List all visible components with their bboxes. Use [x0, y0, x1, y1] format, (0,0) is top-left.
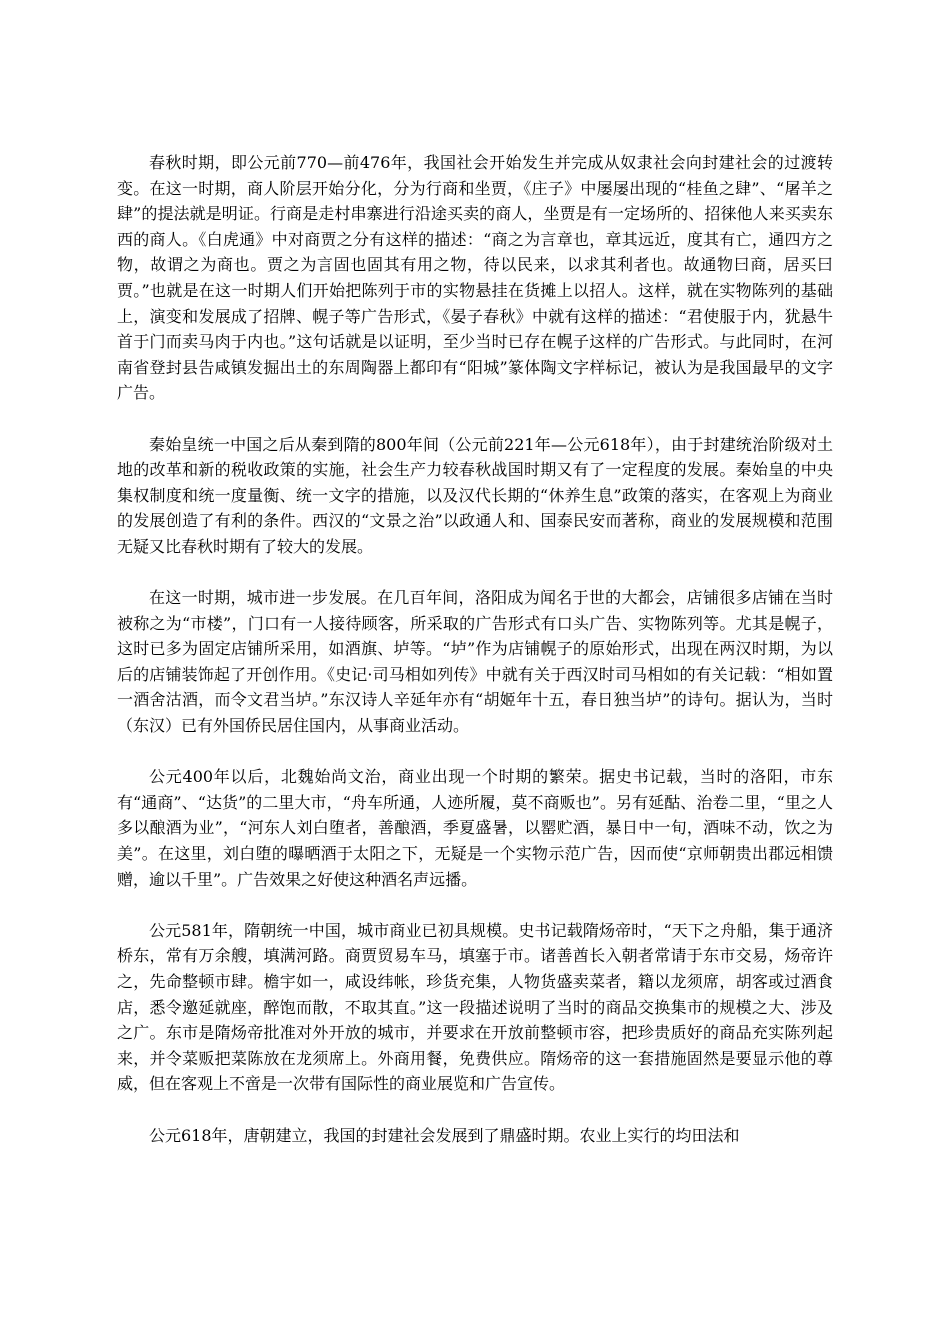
- paragraph-tang-dynasty: 公元618年，唐朝建立，我国的封建社会发展到了鼎盛时期。农业上实行的均田法和: [149, 1125, 740, 1145]
- document-body: [117, 150, 833, 1174]
- paragraph-sui-dynasty: 公元581年，隋朝统一中国，城市商业已初具规模。史书记载隋炀帝时，“天下之舟船，集于通济桥东，常有万余艘，填满河路。商贾贸易车马，填塞于市。诸善酋长入朝者常请于东市交易，炀帝许之，先命整顿市肆。檐宇如一，咸设纬帐，珍货充集，人物货盛卖菜者，籍以龙须席，胡客或过酒食店，悉令邀延就座，醉饱而散，不取其直。”这一段描述说明了当时的商品交换集市的规模之大、涉及之广。东市是隋炀帝批准对外开放的城市，并要求在开放前整顿市容，把珍贵质好的商品充实陈列起来，并令菜贩把菜陈放在龙须席上。外商用餐，免费供应。隋炀帝的这一套措施固然是要显示他的尊威，但在客观上不啻是一次带有国际性的商业展览和广告宣传。: [117, 920, 833, 1094]
- paragraph-northern-wei: 公元400年以后，北魏始尚文治，商业出现一个时期的繁荣。据史书记载，当时的洛阳，市东有“通商”、“达货”的二里大市，“舟车所通，人迹所履，莫不商贩也”。另有延酤、治卷二里，“里之人多以酿酒为业”，“河东人刘白堕者，善酿酒，季夏盛暑，以罂贮酒，暴日中一旬，酒味不动，饮之为美”。在这里，刘白堕的曝晒酒于太阳之下，无疑是一个实物示范广告，因而使“京师朝贵出郡远相馈赠，逾以千里”。广告效果之好使这种酒名声远播。: [117, 767, 833, 889]
- paragraph-luoyang-shops: 在这一时期，城市进一步发展。在几百年间，洛阳成为闻名于世的大都会，店铺很多店铺在当时被称之为“市楼”，门口有一人接待顾客，所采取的广告形式有口头广告、实物陈列等。尤其是幌子，这时已多为固定店铺所采用，如酒旗、垆等。“垆”作为店铺幌子的原始形式，出现在两汉时期，为以后的店铺装饰起了开创作用。《史记·司马相如列传》中就有关于西汉时司马相如的有关记载：“相如置一酒舍沽酒，而令文君当垆。”东汉诗人辛延年亦有“胡姬年十五，春日独当垆”的诗句。据认为，当时（东汉）已有外国侨民居住国内，从事商业活动。: [117, 588, 833, 736]
- paragraph-spring-autumn: 春秋时期，即公元前770—前476年，我国社会开始发生并完成从奴隶社会向封建社会的过渡转变。在这一时期，商人阶层开始分化，分为行商和坐贾，《庄子》中屡屡出现的“桂鱼之肆”、“屠羊之肆”的提法就是明证。行商是走村串寨进行沿途买卖的商人，坐贾是有一定场所的、招徕他人来买卖东西的商人。《白虎通》中对商贾之分有这样的描述：“商之为言章也，章其远近，度其有亡，通四方之物，故谓之为商也。贾之为言固也固其有用之物，待以民来，以求其利者也。故通物曰商，居买曰贾。”也就是在这一时期人们开始把陈列于市的实物悬挂在货摊上以招人。这样，就在实物陈列的基础上，演变和发展成了招牌、幌子等广告形式，《晏子春秋》中就有这样的描述：“君使服于内，犹悬牛首于门而卖马肉于内也。”这句话就是以证明，至少当时已存在幌子这样的广告形式。与此同时，在河南省登封县告咸镇发掘出土的东周陶器上都印有“阳城”篆体陶文字样标记，被认为是我国最早的文字广告。: [117, 153, 833, 403]
- paragraph-qin-to-sui: 秦始皇统一中国之后从秦到隋的800年间（公元前221年—公元618年），由于封建统治阶级对土地的改革和新的税收政策的实施，社会生产力较春秋战国时期又有了一定程度的发展。秦始皇的中央集权制度和统一度量衡、统一文字的措施，以及汉代长期的“休养生息”政策的落实，在客观上为商业的发展创造了有利的条件。西汉的“文景之治”以政通人和、国泰民安而著称，商业的发展规模和范围无疑又比春秋时期有了较大的发展。: [117, 434, 833, 556]
